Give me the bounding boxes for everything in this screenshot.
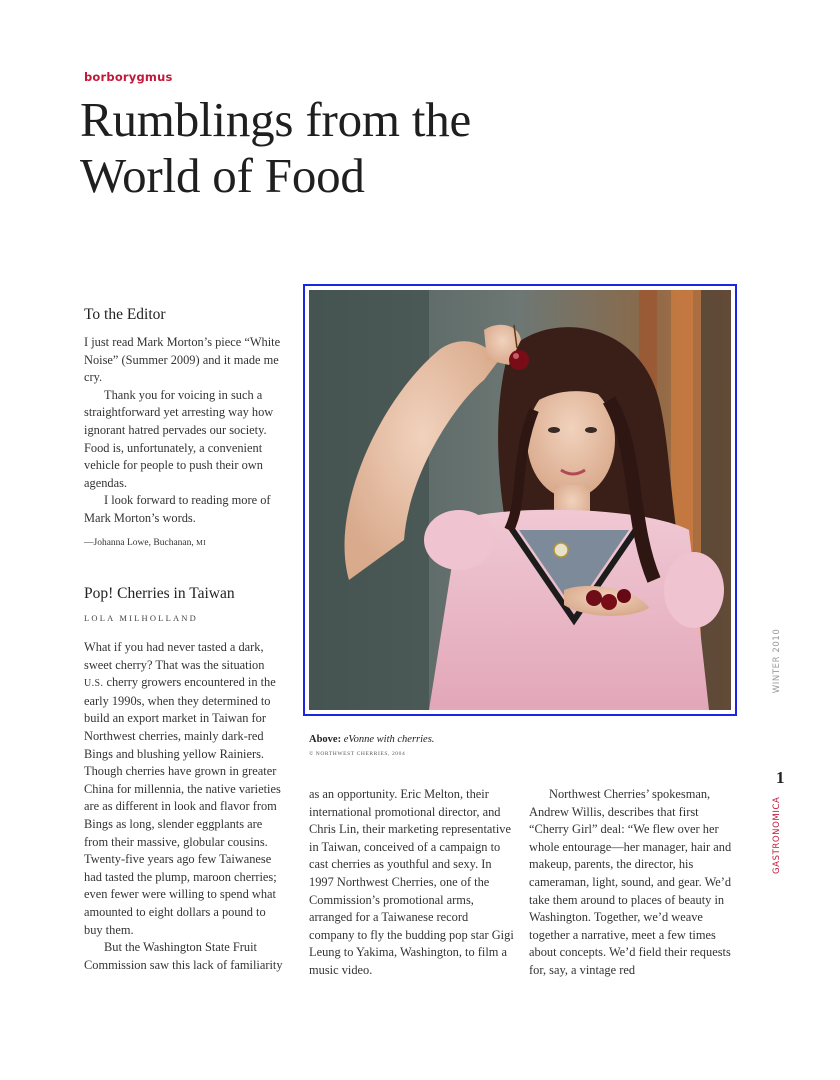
folio-season: WINTER 2010: [772, 628, 782, 694]
letter-signature: [84, 538, 284, 548]
letter-paragraph-2: Thank you for voicing in such a straightforward yet arresting way how ignorant hatred pervades our society. Food is, unfortunately, a convenient vehicle for people to push their own agendas.: [84, 387, 274, 490]
article-cherries: [84, 585, 284, 974]
page-title: [80, 92, 600, 204]
page-number: 1: [776, 768, 785, 787]
folio-brand: GASTRONOMICA: [772, 796, 782, 874]
caption-label: Above:: [309, 734, 342, 745]
article-p1-start: What if you had never tasted a dark, sweet cherry? That was the situation: [84, 640, 265, 672]
article-paragraph-1: [84, 639, 284, 939]
title-line-2: World of Food: [80, 148, 365, 203]
section-kicker: borborygmus: [84, 70, 173, 84]
article-paragraph-2: But the Washington State Fruit Commission saw this lack of familiarity: [84, 940, 283, 972]
article-paragraph-right: Northwest Cherries’ spokesman, Andrew Willis, describes that first “Cherry Girl” deal: “We flew over her whole entourage—her manager, hair and makeup, parents, the director, his cameraman, light, sound, and gear. We’d take them around to places of beauty in Washington. Together, we’d weave together a narrative, meet a few times about concepts. We’d field their requests for, say, a vintage red: [529, 787, 732, 977]
article-p1-end: cherry growers encountered in the early 1990s, when they determined to build an export market in Taiwan for Northwest cherries, mainly dark-red Bings and blushing yellow Rainiers. Though cherries have grown in greater China for millennia, the native varieties are as different in look and flavor from Bings as long, slender eggplants are from their massive, globular cousins. Twenty-five years ago few Taiwanese had tasted the plump, maroon cherries; even fewer were willing to spend what amounted to eight dollars a pound to buy them.: [84, 675, 281, 937]
caption-text: eVonne with cherries.: [343, 734, 435, 745]
letter-paragraph-1: I just read Mark Morton’s piece “White Noise” (Summer 2009) and it made me cry.: [84, 335, 281, 385]
photo-illustration: [309, 290, 731, 710]
photo-caption: [309, 734, 609, 745]
letter-to-editor: [84, 306, 284, 548]
article-byline: LOLA MILHOLLAND: [84, 613, 198, 623]
cherry-girl-photo: [309, 290, 731, 710]
photo-credit: © NORTHWEST CHERRIES, 2004: [309, 751, 406, 757]
signature-state: MI: [196, 537, 207, 547]
article-column-middle: [309, 786, 514, 980]
article-paragraph-mid: as an opportunity. Eric Melton, their international promotional director, and Chris Lin, their marketing representative in Taiwan, conceived of a campaign to cast cherries as youthful and sexy. In 1997 Northwest Cherries, one of the Commission’s promotional arms, arranged for a Taiwanese record company to fly the budding pop star Gigi Leung to Yakima, Washington, to film a music video.: [309, 787, 514, 977]
signature-name: —Johanna Lowe, Buchanan,: [84, 537, 194, 548]
photo-frame: [303, 284, 737, 716]
folio-vertical: [772, 629, 782, 874]
article-p1-us: U.S.: [84, 678, 104, 690]
article-column-right: [529, 786, 734, 980]
title-line-1: Rumblings from the: [80, 92, 472, 147]
letter-heading: To the Editor: [84, 306, 166, 323]
article-heading: Pop! Cherries in Taiwan: [84, 585, 235, 602]
letter-paragraph-3: I look forward to reading more of Mark Morton’s words.: [84, 493, 271, 525]
